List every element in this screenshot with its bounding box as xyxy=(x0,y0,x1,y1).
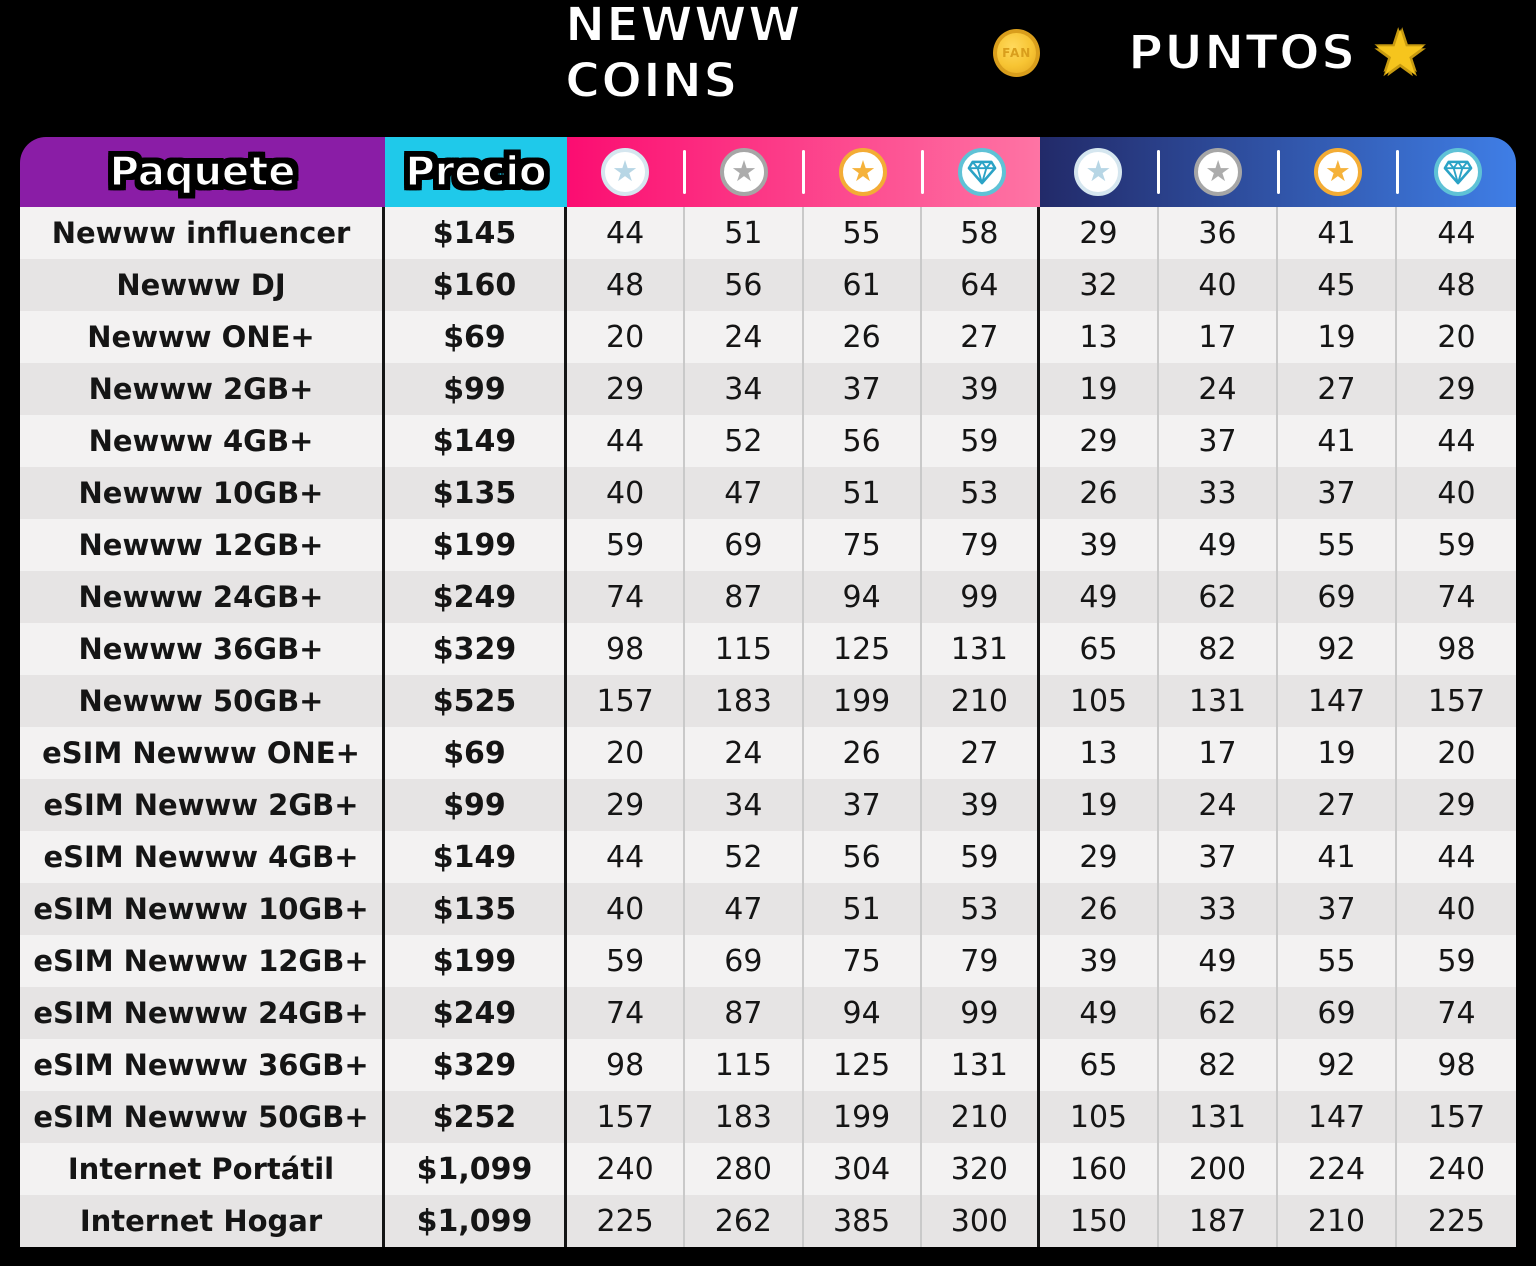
puntos-value: 39 xyxy=(1040,519,1159,571)
puntos-value: 19 xyxy=(1040,363,1159,415)
puntos-value: 20 xyxy=(1437,319,1476,355)
coins-value: 75 xyxy=(804,935,922,987)
table-row xyxy=(20,259,1516,311)
table-row xyxy=(20,415,1516,467)
puntos-value: 33 xyxy=(1159,467,1278,519)
puntos-value: 62 xyxy=(1159,987,1278,1039)
puntos-value: 44 xyxy=(1437,215,1476,251)
coins-value: 210 xyxy=(922,675,1040,727)
puntos-value: 49 xyxy=(1040,571,1159,623)
puntos-value: 36 xyxy=(1159,207,1278,259)
coins-title: NEWWW COINS xyxy=(565,0,802,109)
puntos-value: 82 xyxy=(1159,1039,1278,1091)
puntos-value: 44 xyxy=(1437,839,1476,875)
coins-value: 157 xyxy=(567,675,685,727)
puntos-header-group xyxy=(1040,137,1516,207)
gem-glyph xyxy=(967,160,997,185)
puntos-value: 37 xyxy=(1159,415,1278,467)
puntos-value: 98 xyxy=(1437,1047,1476,1083)
puntos-value: 32 xyxy=(1040,259,1159,311)
puntos-value: 44 xyxy=(1437,423,1476,459)
star-glyph: ★ xyxy=(1205,153,1232,188)
coins-value: 55 xyxy=(804,207,922,259)
paquete-header-label: Paquete xyxy=(109,149,296,195)
puntos-value: 65 xyxy=(1040,623,1159,675)
coins-value: 58 xyxy=(922,207,1040,259)
price-value: $135 xyxy=(385,467,567,519)
table-row xyxy=(20,883,1516,935)
coins-value: 59 xyxy=(922,831,1040,883)
table-row xyxy=(20,467,1516,519)
table-row xyxy=(20,311,1516,363)
coins-value: 39 xyxy=(922,363,1040,415)
price-value: $99 xyxy=(385,779,567,831)
package-name: Newww 2GB+ xyxy=(20,363,385,415)
silver-star-badge-icon xyxy=(720,148,768,196)
price-value: $199 xyxy=(385,519,567,571)
gold-star-badge-icon xyxy=(839,148,887,196)
package-name: Newww DJ xyxy=(20,259,385,311)
package-name: eSIM Newww 12GB+ xyxy=(20,935,385,987)
puntos-value: 41 xyxy=(1278,831,1397,883)
precio-header-label: Precio xyxy=(405,149,547,195)
package-name: Newww 12GB+ xyxy=(20,519,385,571)
coins-value: 52 xyxy=(685,415,803,467)
star-glyph: ★ xyxy=(1324,153,1351,188)
table-header-row xyxy=(20,137,1516,207)
coins-title-group xyxy=(565,0,1040,109)
silver-star-badge-icon xyxy=(1194,148,1242,196)
coins-value: 56 xyxy=(804,415,922,467)
paquete-column-header xyxy=(20,137,385,207)
coins-value: 79 xyxy=(922,519,1040,571)
price-value: $149 xyxy=(385,831,567,883)
gold-star-column-header xyxy=(805,137,921,207)
coin-icon xyxy=(993,29,1040,77)
puntos-value: 17 xyxy=(1159,311,1278,363)
price-value: $525 xyxy=(385,675,567,727)
coins-value: 34 xyxy=(685,779,803,831)
coins-value: 280 xyxy=(685,1143,803,1195)
table-row xyxy=(20,519,1516,571)
table-row xyxy=(20,1195,1516,1247)
puntos-value: 225 xyxy=(1427,1203,1486,1239)
price-value: $69 xyxy=(385,727,567,779)
puntos-value: 40 xyxy=(1437,891,1476,927)
coins-value: 131 xyxy=(922,623,1040,675)
coins-value: 240 xyxy=(567,1143,685,1195)
coins-value: 37 xyxy=(804,363,922,415)
puntos-value: 29 xyxy=(1040,207,1159,259)
puntos-title: PUNTOS xyxy=(1127,25,1357,81)
puntos-value: 62 xyxy=(1159,571,1278,623)
puntos-value: 69 xyxy=(1278,571,1397,623)
coins-value: 115 xyxy=(685,623,803,675)
coins-value: 34 xyxy=(685,363,803,415)
coin-icon-text: FAN xyxy=(1002,46,1032,60)
coins-value: 39 xyxy=(922,779,1040,831)
puntos-value: 55 xyxy=(1278,935,1397,987)
coins-value: 98 xyxy=(567,623,685,675)
puntos-value: 65 xyxy=(1040,1039,1159,1091)
price-value: $199 xyxy=(385,935,567,987)
star-glyph: ★ xyxy=(850,153,876,188)
price-value: $99 xyxy=(385,363,567,415)
table-row xyxy=(20,571,1516,623)
table-row xyxy=(20,831,1516,883)
gold-star-column-header xyxy=(1280,137,1397,207)
fan-star-column-header xyxy=(567,137,683,207)
price-value: $160 xyxy=(385,259,567,311)
puntos-value: 105 xyxy=(1040,675,1159,727)
puntos-value: 240 xyxy=(1427,1151,1486,1187)
gem-glyph xyxy=(1443,160,1473,185)
diamond-badge-icon xyxy=(1434,148,1482,196)
coins-value: 20 xyxy=(567,311,685,363)
package-name: eSIM Newww 50GB+ xyxy=(20,1091,385,1143)
table-row xyxy=(20,727,1516,779)
puntos-value: 45 xyxy=(1278,259,1397,311)
package-name: Newww 50GB+ xyxy=(20,675,385,727)
package-name: Internet Hogar xyxy=(20,1195,385,1247)
puntos-value: 105 xyxy=(1040,1091,1159,1143)
coins-value: 210 xyxy=(922,1091,1040,1143)
coins-value: 61 xyxy=(804,259,922,311)
coins-value: 47 xyxy=(685,883,803,935)
package-name: Newww 24GB+ xyxy=(20,571,385,623)
package-name: Newww 10GB+ xyxy=(20,467,385,519)
gold-star-badge-icon xyxy=(1314,148,1362,196)
coins-value: 75 xyxy=(804,519,922,571)
diamond-badge-icon xyxy=(958,148,1006,196)
coins-value: 20 xyxy=(567,727,685,779)
coins-value: 94 xyxy=(804,571,922,623)
puntos-value: 160 xyxy=(1040,1143,1159,1195)
puntos-value: 41 xyxy=(1278,207,1397,259)
puntos-value: 49 xyxy=(1040,987,1159,1039)
puntos-value: 19 xyxy=(1278,727,1397,779)
puntos-value: 69 xyxy=(1278,987,1397,1039)
diamond-column-header xyxy=(924,137,1040,207)
puntos-value: 92 xyxy=(1278,623,1397,675)
coins-value: 59 xyxy=(567,935,685,987)
coins-value: 51 xyxy=(685,207,803,259)
puntos-value: 157 xyxy=(1427,1099,1486,1135)
coins-value: 183 xyxy=(685,1091,803,1143)
coins-value: 125 xyxy=(804,623,922,675)
star-glyph: ★ xyxy=(612,153,638,188)
table-row xyxy=(20,779,1516,831)
puntos-value: 37 xyxy=(1159,831,1278,883)
package-name: Newww influencer xyxy=(20,207,385,259)
diamond-column-header xyxy=(1399,137,1516,207)
coins-value: 24 xyxy=(685,311,803,363)
coins-value: 199 xyxy=(804,675,922,727)
coins-value: 99 xyxy=(922,571,1040,623)
puntos-value: 82 xyxy=(1159,623,1278,675)
puntos-value: 29 xyxy=(1040,415,1159,467)
package-name: eSIM Newww 24GB+ xyxy=(20,987,385,1039)
puntos-value: 131 xyxy=(1159,1091,1278,1143)
coins-value: 304 xyxy=(804,1143,922,1195)
coins-value: 94 xyxy=(804,987,922,1039)
coins-value: 44 xyxy=(567,415,685,467)
coins-value: 37 xyxy=(804,779,922,831)
coins-value: 64 xyxy=(922,259,1040,311)
puntos-value: 74 xyxy=(1437,579,1476,615)
puntos-value: 29 xyxy=(1040,831,1159,883)
package-name: eSIM Newww 4GB+ xyxy=(20,831,385,883)
puntos-value: 59 xyxy=(1437,943,1476,979)
coins-value: 29 xyxy=(567,779,685,831)
coins-value: 87 xyxy=(685,571,803,623)
table-body xyxy=(20,207,1516,1247)
price-value: $252 xyxy=(385,1091,567,1143)
puntos-value: 147 xyxy=(1278,675,1397,727)
table-row xyxy=(20,987,1516,1039)
puntos-value: 13 xyxy=(1040,727,1159,779)
puntos-value: 55 xyxy=(1278,519,1397,571)
puntos-value: 200 xyxy=(1159,1143,1278,1195)
coins-value: 79 xyxy=(922,935,1040,987)
puntos-value: 24 xyxy=(1159,363,1278,415)
package-name: Newww 36GB+ xyxy=(20,623,385,675)
coins-value: 56 xyxy=(804,831,922,883)
coins-value: 56 xyxy=(685,259,803,311)
coins-value: 59 xyxy=(567,519,685,571)
package-name: eSIM Newww 36GB+ xyxy=(20,1039,385,1091)
fan-star-column-header xyxy=(1040,137,1157,207)
puntos-value: 49 xyxy=(1159,935,1278,987)
puntos-value: 40 xyxy=(1159,259,1278,311)
price-value: $249 xyxy=(385,571,567,623)
coins-value: 74 xyxy=(567,987,685,1039)
coins-value: 26 xyxy=(804,727,922,779)
puntos-value: 59 xyxy=(1437,527,1476,563)
pricing-table xyxy=(20,137,1516,1247)
coins-value: 98 xyxy=(567,1039,685,1091)
coins-value: 44 xyxy=(567,831,685,883)
puntos-value: 40 xyxy=(1437,475,1476,511)
price-value: $1,099 xyxy=(385,1143,567,1195)
coins-value: 51 xyxy=(804,883,922,935)
coins-value: 27 xyxy=(922,727,1040,779)
star-icon: ★ xyxy=(1372,16,1429,89)
coins-value: 40 xyxy=(567,883,685,935)
coins-value: 44 xyxy=(567,207,685,259)
package-name: Newww 4GB+ xyxy=(20,415,385,467)
puntos-value: 26 xyxy=(1040,467,1159,519)
price-value: $1,099 xyxy=(385,1195,567,1247)
puntos-value: 20 xyxy=(1437,735,1476,771)
star-glyph: ★ xyxy=(1085,153,1112,188)
puntos-value: 210 xyxy=(1278,1195,1397,1247)
coins-value: 59 xyxy=(922,415,1040,467)
price-value: $329 xyxy=(385,623,567,675)
puntos-value: 37 xyxy=(1278,883,1397,935)
puntos-value: 92 xyxy=(1278,1039,1397,1091)
coins-value: 262 xyxy=(685,1195,803,1247)
coins-value: 47 xyxy=(685,467,803,519)
coins-value: 115 xyxy=(685,1039,803,1091)
coins-value: 199 xyxy=(804,1091,922,1143)
table-row xyxy=(20,1039,1516,1091)
silver-star-column-header xyxy=(1160,137,1277,207)
puntos-value: 17 xyxy=(1159,727,1278,779)
coins-value: 157 xyxy=(567,1091,685,1143)
table-row xyxy=(20,1143,1516,1195)
coins-value: 225 xyxy=(567,1195,685,1247)
puntos-value: 13 xyxy=(1040,311,1159,363)
puntos-value: 33 xyxy=(1159,883,1278,935)
puntos-value: 19 xyxy=(1278,311,1397,363)
price-value: $249 xyxy=(385,987,567,1039)
coins-value: 320 xyxy=(922,1143,1040,1195)
table-row xyxy=(20,935,1516,987)
puntos-value: 49 xyxy=(1159,519,1278,571)
coins-value: 125 xyxy=(804,1039,922,1091)
puntos-value: 74 xyxy=(1437,995,1476,1031)
table-row xyxy=(20,675,1516,727)
table-row xyxy=(20,623,1516,675)
coins-value: 69 xyxy=(685,519,803,571)
puntos-value: 224 xyxy=(1278,1143,1397,1195)
coins-value: 53 xyxy=(922,883,1040,935)
package-name: Internet Portátil xyxy=(20,1143,385,1195)
coins-value: 52 xyxy=(685,831,803,883)
puntos-value: 29 xyxy=(1437,371,1476,407)
puntos-value: 187 xyxy=(1159,1195,1278,1247)
table-row xyxy=(20,363,1516,415)
coins-header-group xyxy=(567,137,1040,207)
precio-column-header xyxy=(385,137,567,207)
package-name: eSIM Newww 2GB+ xyxy=(20,779,385,831)
package-name: eSIM Newww 10GB+ xyxy=(20,883,385,935)
coins-value: 74 xyxy=(567,571,685,623)
coins-value: 26 xyxy=(804,311,922,363)
puntos-value: 27 xyxy=(1278,779,1397,831)
puntos-value: 27 xyxy=(1278,363,1397,415)
silver-star-column-header xyxy=(686,137,802,207)
coins-value: 29 xyxy=(567,363,685,415)
puntos-value: 26 xyxy=(1040,883,1159,935)
puntos-value: 157 xyxy=(1427,683,1486,719)
table-row xyxy=(20,1091,1516,1143)
table-row xyxy=(20,207,1516,259)
puntos-value: 41 xyxy=(1278,415,1397,467)
price-value: $149 xyxy=(385,415,567,467)
puntos-value: 131 xyxy=(1159,675,1278,727)
price-value: $69 xyxy=(385,311,567,363)
package-name: eSIM Newww ONE+ xyxy=(20,727,385,779)
coins-value: 300 xyxy=(922,1195,1040,1247)
fan-star-badge-icon xyxy=(1074,148,1122,196)
puntos-value: 24 xyxy=(1159,779,1278,831)
fan-star-badge-icon xyxy=(601,148,649,196)
coins-value: 131 xyxy=(922,1039,1040,1091)
coins-value: 48 xyxy=(567,259,685,311)
coins-value: 87 xyxy=(685,987,803,1039)
puntos-value: 37 xyxy=(1278,467,1397,519)
puntos-value: 39 xyxy=(1040,935,1159,987)
price-value: $145 xyxy=(385,207,567,259)
star-glyph: ★ xyxy=(731,153,757,188)
coins-value: 99 xyxy=(922,987,1040,1039)
price-value: $329 xyxy=(385,1039,567,1091)
coins-value: 69 xyxy=(685,935,803,987)
coins-value: 53 xyxy=(922,467,1040,519)
puntos-value: 19 xyxy=(1040,779,1159,831)
coins-value: 183 xyxy=(685,675,803,727)
coins-value: 385 xyxy=(804,1195,922,1247)
puntos-value: 98 xyxy=(1437,631,1476,667)
puntos-value: 147 xyxy=(1278,1091,1397,1143)
coins-value: 27 xyxy=(922,311,1040,363)
coins-value: 51 xyxy=(804,467,922,519)
price-value: $135 xyxy=(385,883,567,935)
puntos-value: 29 xyxy=(1437,787,1476,823)
package-name: Newww ONE+ xyxy=(20,311,385,363)
puntos-title-group xyxy=(1040,14,1516,92)
puntos-value: 150 xyxy=(1040,1195,1159,1247)
puntos-value: 48 xyxy=(1437,267,1476,303)
coins-value: 24 xyxy=(685,727,803,779)
coins-value: 40 xyxy=(567,467,685,519)
